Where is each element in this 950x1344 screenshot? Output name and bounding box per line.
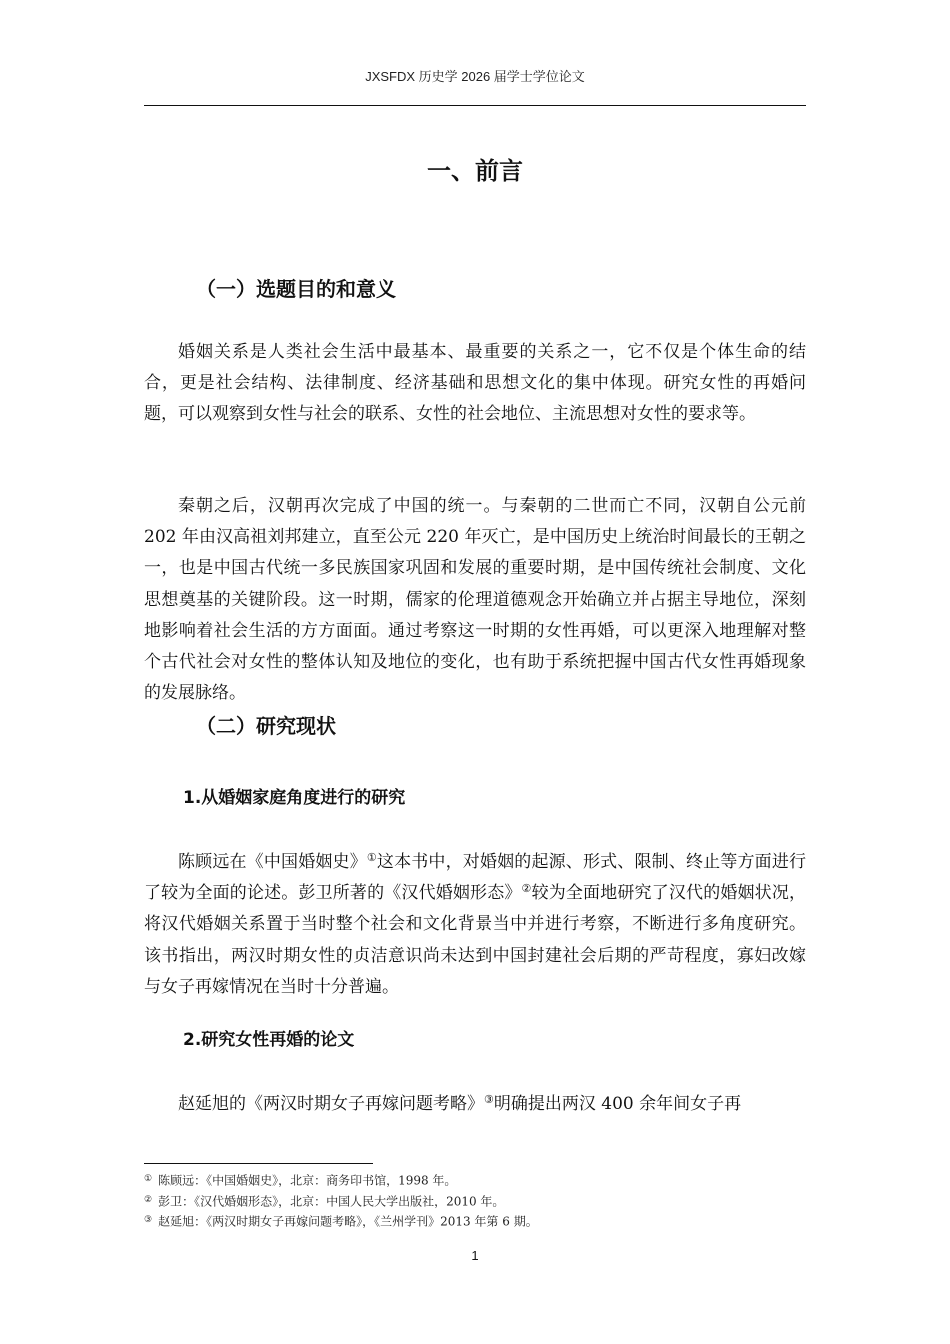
footnote-2 xyxy=(144,1191,806,1212)
paragraph-han-dynasty: 秦朝之后，汉朝再次完成了中国的统一。与秦朝的二世而亡不同，汉朝自公元前 202 年由汉高祖刘邦建立，直至公元 220 年灭亡，是中国历史上统治时间最长的王朝之一，也是中国古代统一多民族国家巩固和发展的重要时期，是中国传统社会制度、文化思想奠基的关键阶段。这一时期，儒家的伦理道德观念开始确立并占据主导地位，深刻地影响着社会生活的方方面面。通过考察这一时期的女性再婚，可以更深入地理解对整个古代社会对女性的整体认知及地位的变化，也有助于系统把握中国古代女性再婚现象的发展脉络。 xyxy=(144,496,806,704)
footnote-text: 陈顾远：《中国婚姻史》，北京：商务印书馆，1998 年。 xyxy=(158,1173,457,1188)
footnote-mark: ③ xyxy=(144,1215,153,1226)
header-divider xyxy=(144,105,806,106)
footnote-mark: ② xyxy=(144,1194,153,1205)
paragraph-text: 这本书中，对婚姻的起源、形式、限制、终止等方面进行了较为全面的论述。彭卫所著的《汉代婚姻形态》 xyxy=(144,852,807,904)
subsection-title-marriage-family: 1.从婚姻家庭角度进行的研究 xyxy=(183,788,406,808)
section-title-research-status: （二）研究现状 xyxy=(196,714,336,738)
paragraph-intro: 婚姻关系是人类社会生活中最基本、最重要的关系之一，它不仅是个体生命的结合，更是社会结构、法律制度、经济基础和思想文化的集中体现。研究女性的再婚问题，可以观察到女性与社会的联系、女性的社会地位、主流思想对女性的要求等。 xyxy=(144,342,806,425)
section-title-purpose: （一）选题目的和意义 xyxy=(196,277,396,301)
subsection-title-remarriage-papers: 2.研究女性再婚的论文 xyxy=(183,1030,355,1050)
footnote-ref-1[interactable]: ① xyxy=(366,850,377,864)
paragraph-text: 较为全面地研究了汉代的婚姻状况，将汉代婚姻关系置于当时整个社会和文化背景当中并进行考察，不断进行多角度研究。该书指出，两汉时期女性的贞洁意识尚未达到中国封建社会后期的严苛程度，寡妇改嫁与女子再嫁情况在当时十分普遍。 xyxy=(144,883,806,997)
paragraph-text: 赵延旭的《两汉时期女子再嫁问题考略》 xyxy=(178,1094,484,1114)
page-number: 1 xyxy=(471,1248,479,1263)
footnote-text: 赵延旭：《两汉时期女子再嫁问题考略》，《兰州学刊》2013 年第 6 期。 xyxy=(158,1214,538,1229)
footnote-ref-3[interactable]: ③ xyxy=(484,1092,494,1106)
footnotes xyxy=(144,1170,806,1232)
footnote-text: 彭卫：《汉代婚姻形态》，北京：中国人民大学出版社，2010 年。 xyxy=(158,1194,505,1209)
footnote-1 xyxy=(144,1170,806,1191)
paragraph-remarriage-papers xyxy=(144,1089,806,1120)
paragraph-text: 明确提出两汉 400 余年间女子再 xyxy=(493,1094,742,1114)
running-header: JXSFDX 历史学 2026 届学士学位论文 xyxy=(365,69,585,84)
footnote-divider xyxy=(144,1163,373,1164)
chapter-title: 一、前言 xyxy=(427,157,523,185)
footnote-mark: ① xyxy=(144,1174,153,1184)
footnote-3 xyxy=(144,1211,806,1232)
footnote-ref-2[interactable]: ② xyxy=(521,882,532,896)
paragraph-text: 陈顾远在《中国婚姻史》 xyxy=(178,852,367,872)
paragraph-marriage-studies xyxy=(144,847,806,1003)
